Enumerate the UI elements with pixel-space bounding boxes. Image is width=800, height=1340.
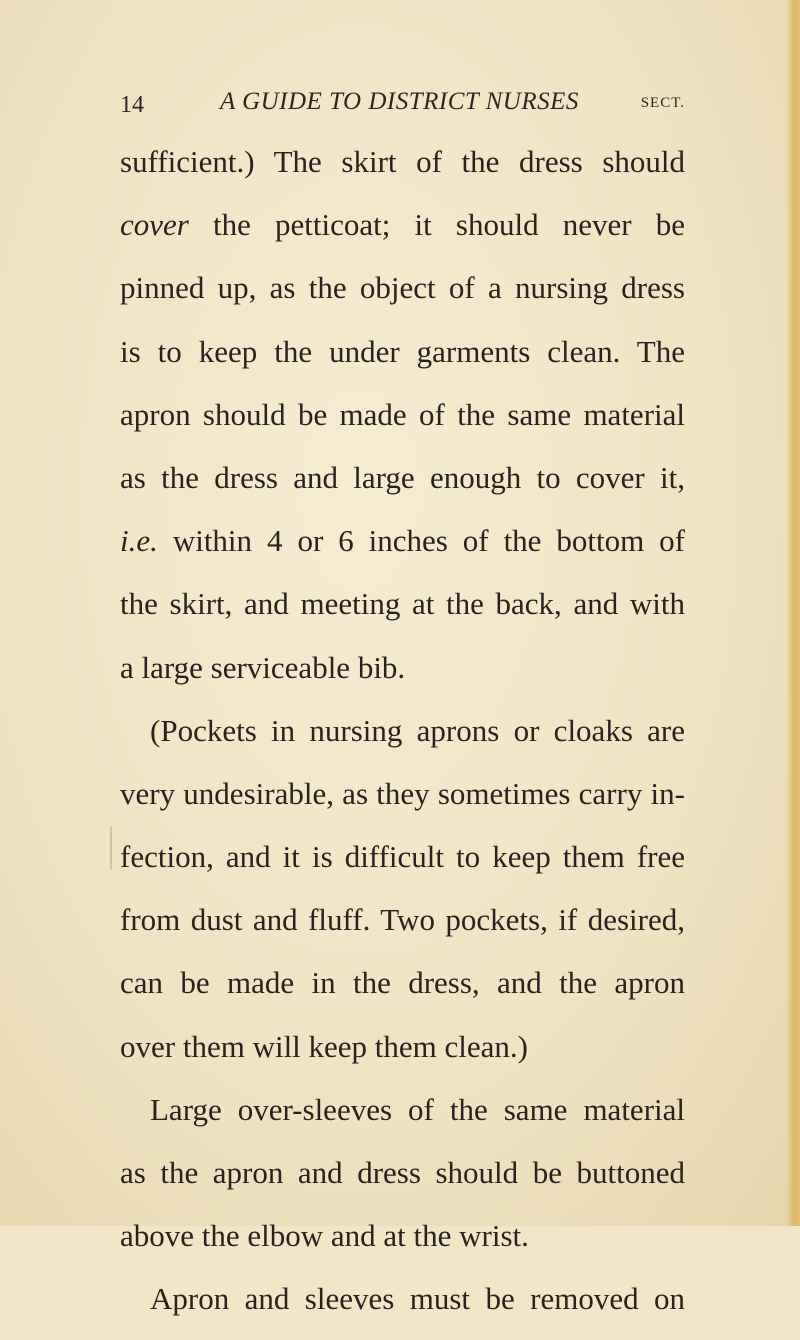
- text-line: [120, 202, 685, 265]
- text-line: [120, 518, 685, 581]
- text-line: can be made in the dress, and the apron: [120, 965, 685, 1001]
- emphasis-abbreviation: i.e.: [120, 523, 158, 559]
- text-line: over them will keep them clean.): [120, 1028, 529, 1064]
- text-line: a large serviceable bib.: [120, 649, 406, 685]
- text-line: sufficient.) The skirt of the dress should: [120, 144, 685, 179]
- text-line: as the dress and large enough to cover it,: [120, 459, 685, 495]
- text-line: the skirt, and meeting at the back, and with: [120, 586, 685, 622]
- text-line: very undesirable, as they sometimes carry in-: [120, 775, 685, 811]
- running-header: [120, 88, 685, 128]
- text-line: is to keep the under garments clean. The: [120, 333, 685, 369]
- text-line: Apron and sleeves must be removed on: [150, 1281, 685, 1317]
- text-line: above the elbow and at the wrist.: [120, 1218, 529, 1254]
- line-remainder: the petticoat; it should never be: [188, 207, 685, 243]
- margin-mark: [110, 826, 112, 870]
- page-number: 14: [120, 92, 144, 118]
- page-edge-shadow: [786, 0, 800, 1226]
- emphasis-word: cover: [120, 207, 189, 243]
- text-line: apron should be made of the same material: [120, 396, 685, 432]
- text-line: from dust and fluff. Two pockets, if desired,: [120, 902, 685, 938]
- text-line: (Pockets in nursing aprons or cloaks are: [150, 712, 685, 748]
- text-line: pinned up, as the object of a nursing dress: [120, 270, 685, 306]
- text-line: as the apron and dress should be buttoned: [120, 1155, 685, 1190]
- text-line: Large over-sleeves of the same material: [150, 1091, 685, 1127]
- line-remainder: within 4 or 6 inches of the bottom of: [157, 523, 685, 559]
- text-line: fection, and it is difficult to keep them free: [120, 839, 685, 875]
- section-mark: SECT.: [640, 95, 685, 111]
- running-title: A GUIDE TO DISTRICT NURSES: [220, 88, 579, 115]
- body-text: [120, 139, 685, 1340]
